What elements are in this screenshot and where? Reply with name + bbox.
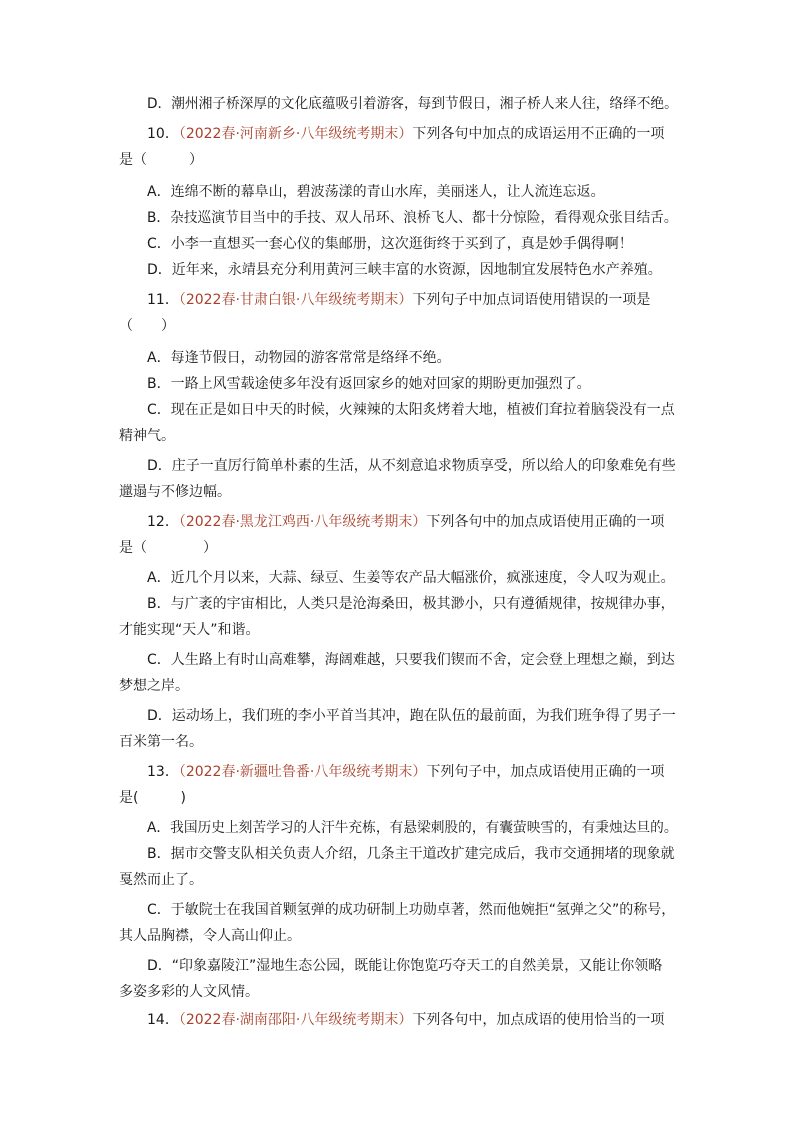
q12-option-c: C．人生路上有时山高难攀，海阔难越，只要我们锲而不舍，定会登上理想之巅，到达 [147,652,675,668]
question-number: 13． [147,764,179,780]
question-source: （2022春·新疆吐鲁番·八年级统考期末） [178,764,427,780]
question-11-stem-cont: （ ） [119,318,175,334]
q13-option-d: D．“印象嘉陵江”湿地生态公园，既能让你饱览巧夺天工的自然美景，又能让你领略 [147,958,663,974]
question-11-stem [147,290,650,310]
q12-option-b: B．与广袤的宇宙相比，人类只是沧海桑田，极其渺小，只有遵循规律，按规律办事， [147,596,675,612]
q11-option-c: C．现在正是如日中天的时候，火辣辣的太阳炙烤着大地，植被们耷拉着脑袋没有一点 [147,402,675,418]
question-number: 14． [147,1012,179,1028]
q13-option-a: A．我国历史上刻苦学习的人汗牛充栋，有悬梁刺股的，有囊萤映雪的，有秉烛达旦的。 [147,820,678,836]
question-source: （2022春·湖南邵阳·八年级统考期末） [178,1012,413,1028]
q12-option-d-cont: 百米第一名。 [119,734,203,750]
q12-option-a: A．近几个月以来，大蒜、绿豆、生姜等农产品大幅涨价，疯涨速度，令人叹为观止。 [147,570,675,586]
q10-option-a: A．连绵不断的幕阜山，碧波荡漾的青山水库，美丽迷人，让人流连忘返。 [147,184,605,200]
q11-option-d: D．庄子一直厉行简单朴素的生活，从不刻意追求物质享受，所以给人的印象难免有些 [147,458,676,474]
question-number: 12． [147,514,179,530]
question-10-stem-cont: 是（ ） [119,152,203,168]
q13-option-c: C．于敏院士在我国首颗氢弹的成功研制上功勋卓著，然而他婉拒“氢弹之父”的称号， [147,902,676,918]
question-13-stem [147,762,664,782]
q9-option-d: D．潮州湘子桥深厚的文化底蕴吸引着游客，每到节假日，湘子桥人来人往，络绎不绝。 [147,96,678,112]
question-14-stem [147,1010,664,1030]
q11-option-a: A．每逢节假日，动物园的游客常常是络绎不绝。 [147,350,451,366]
q13-option-b-cont: 戛然而止了。 [119,872,203,888]
question-10-stem [147,124,664,144]
q10-option-b: B．杂技巡演节目当中的手技、双人吊环、浪桥飞人、都十分惊险，看得观众张目结舌。 [147,210,678,226]
q12-option-d: D．运动场上，我们班的李小平首当其冲，跑在队伍的最前面，为我们班争得了男子一 [147,708,676,724]
question-12-stem [147,512,664,532]
question-text: 下列各句中加点的成语运用不正确的一项 [412,126,665,142]
q11-option-d-cont: 邋遢与不修边幅。 [119,484,231,500]
q13-option-c-cont: 其人品胸襟，令人高山仰止。 [119,928,301,944]
q13-option-d-cont: 多姿多彩的人文风情。 [119,984,259,1000]
question-12-stem-cont: 是（ ） [119,540,217,556]
q11-option-b: B．一路上风雪载途使多年没有返回家乡的她对回家的期盼更加强烈了。 [147,376,591,392]
q12-option-b-cont: 才能实现“天人”和谐。 [119,622,260,638]
question-number: 10． [147,126,179,142]
question-text: 下列各句中的加点成语使用正确的一项 [426,514,665,530]
q10-option-c: C．小李一直想买一套心仪的集邮册，这次逛街终于买到了，真是妙手偶得啊！ [147,236,633,252]
question-text: 下列句子中，加点成语使用正确的一项 [426,764,665,780]
question-source: （2022春·甘肃白银·八年级统考期末） [178,292,413,308]
question-text: 下列句子中加点词语使用错误的一项是 [412,292,651,308]
q11-option-c-cont: 精神气。 [119,428,175,444]
question-text: 下列各句中，加点成语的使用恰当的一项 [412,1012,665,1028]
q10-option-d: D．近年来，永靖县充分利用黄河三峡丰富的水资源，因地制宜发展特色水产养殖。 [147,262,662,278]
q13-option-b: B．据市交警支队相关负责人介绍，几条主干道改扩建完成后，我市交通拥堵的现象就 [147,846,675,862]
question-13-stem-cont: 是( ) [119,790,186,806]
question-source: （2022春·黑龙江鸡西·八年级统考期末） [178,514,427,530]
q12-option-c-cont: 梦想之岸。 [119,678,189,694]
question-source: （2022春·河南新乡·八年级统考期末） [178,126,413,142]
question-number: 11． [147,292,179,308]
